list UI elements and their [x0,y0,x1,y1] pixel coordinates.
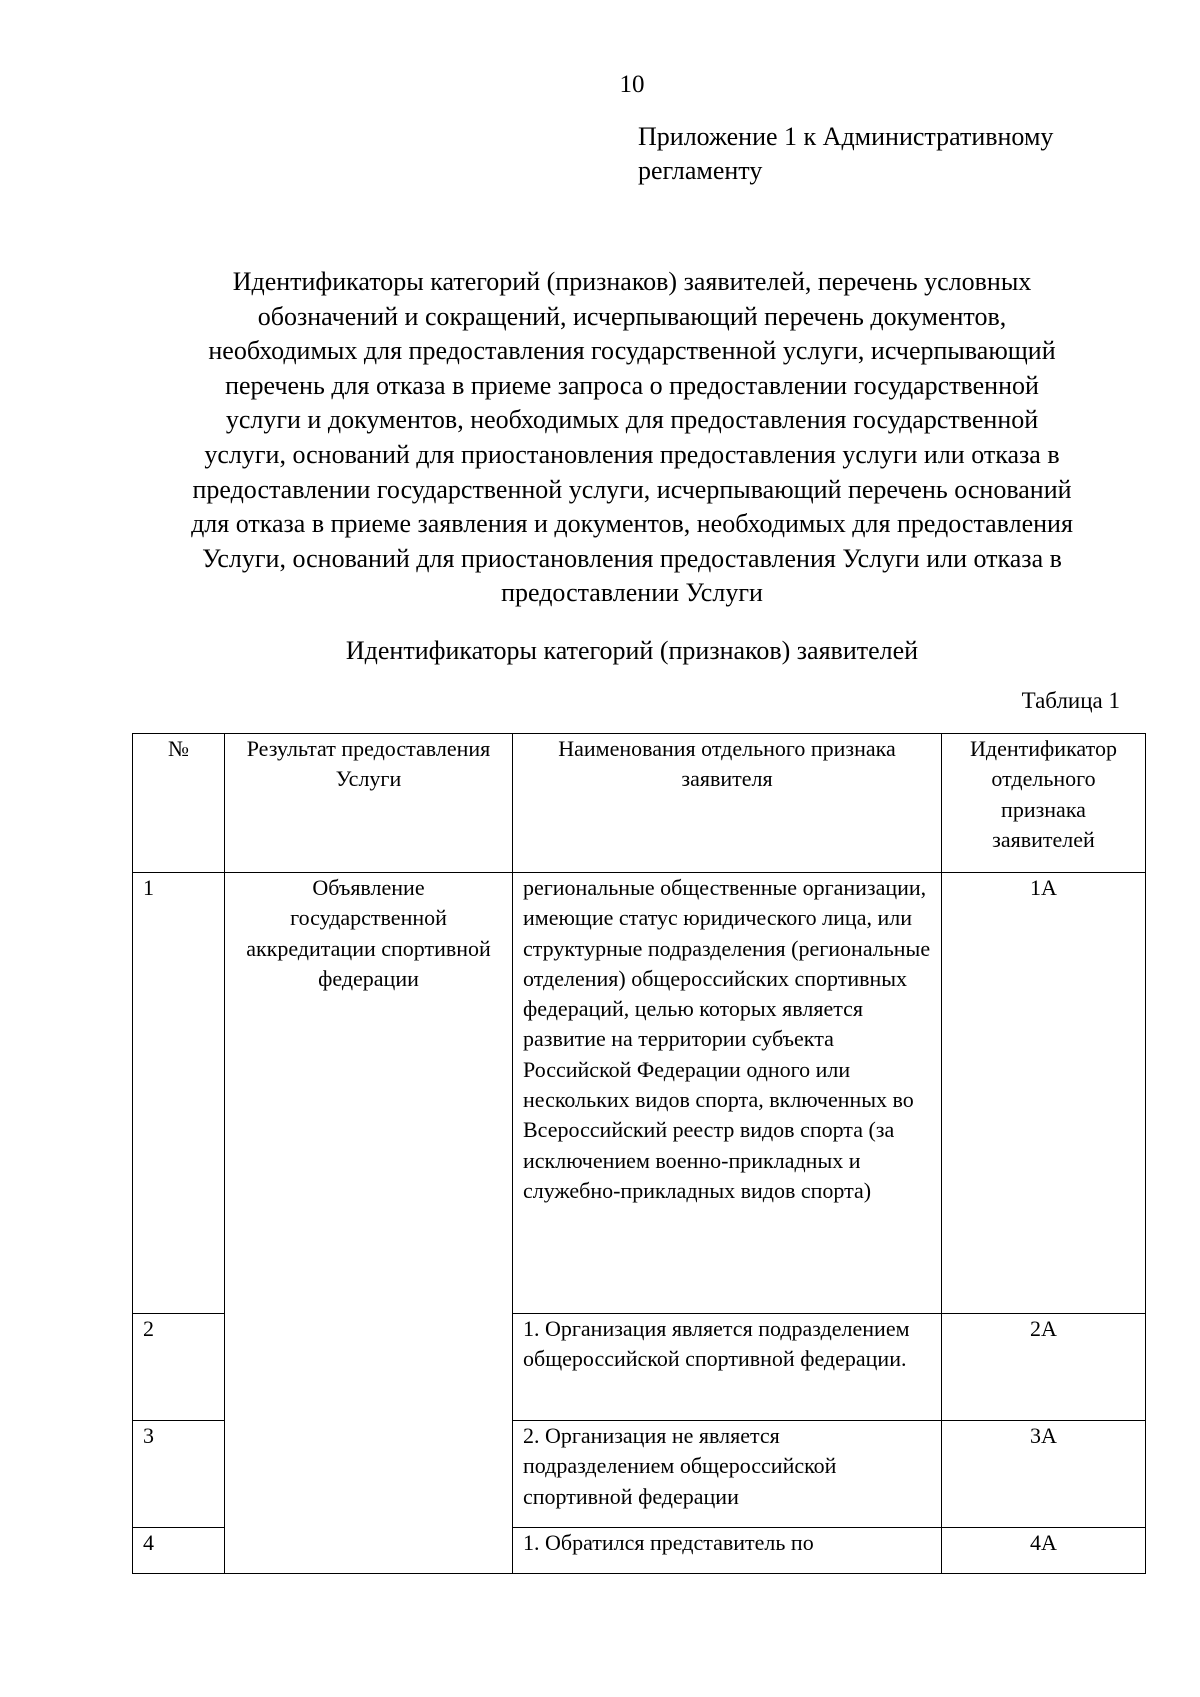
table-label: Таблица 1 [1021,688,1120,713]
title-line: необходимых для предоставления государственной услуги, исчерпывающий [208,336,1056,366]
appendix-note [638,120,1118,188]
header-num: № [133,734,225,873]
appendix-line-1: Приложение 1 к Административному [638,122,1054,151]
identifiers-table [132,733,1146,1574]
title-line: Услуги, оснований для приостановления предоставления Услуги или отказа в [202,543,1062,573]
row-number: 4 [133,1528,225,1574]
title-line: перечень для отказа в приеме запроса о предоставлении государственной [225,370,1039,400]
title-line: предоставлении государственной услуги, исчерпывающий перечень оснований [192,474,1072,504]
row-identifier: 3А [942,1421,1146,1528]
row-number: 1 [133,873,225,1314]
row-description: региональные общественные организации, имеющие статус юридического лица, или структурные подразделения (региональные отделения) общероссийских спортивных федераций, целью которых является развитие на территории субъекта Российской Федерации одного или нескольких видов спорта, включенных во Всероссийский реестр видов спорта (за исключением военно-прикладных и служебно-прикладных видов спорта) [513,873,942,1314]
row-number: 3 [133,1421,225,1528]
title-line: обозначений и сокращений, исчерпывающий перечень документов, [257,301,1007,331]
header-identifier: Идентификатор отдельного признака заявителей [942,734,1146,873]
row-description: 1. Организация является подразделением общероссийской спортивной федерации. [513,1314,942,1421]
title-line: Идентификаторы категорий (признаков) заявителей, перечень условных [232,267,1032,296]
table-header-row [133,734,1146,873]
document-title [100,265,1164,611]
row-description: 2. Организация не является подразделением общероссийской спортивной федерации [513,1421,942,1528]
title-line: предоставлении Услуги [501,578,763,608]
row-identifier: 4А [942,1528,1146,1574]
row-description: 1. Обратился представитель по [513,1528,942,1574]
appendix-line-2: регламенту [638,156,763,185]
row-identifier: 1А [942,873,1146,1314]
section-subtitle: Идентификаторы категорий (признаков) заявителей [345,636,919,665]
header-name: Наименования отдельного признака заявителя [513,734,942,873]
title-line: услуги и документов, необходимых для предоставления государственной [225,405,1039,435]
title-line: для отказа в приеме заявления и документов, необходимых для предоставления [191,509,1073,539]
result-cell: Объявление государственной аккредитации спортивной федерации [225,873,513,1574]
page-number: 10 [619,71,645,98]
title-line: услуги, оснований для приостановления предоставления услуги или отказа в [204,439,1060,469]
header-result: Результат предоставления Услуги [225,734,513,873]
row-identifier: 2А [942,1314,1146,1421]
row-number: 2 [133,1314,225,1421]
table-row [133,873,1146,1314]
